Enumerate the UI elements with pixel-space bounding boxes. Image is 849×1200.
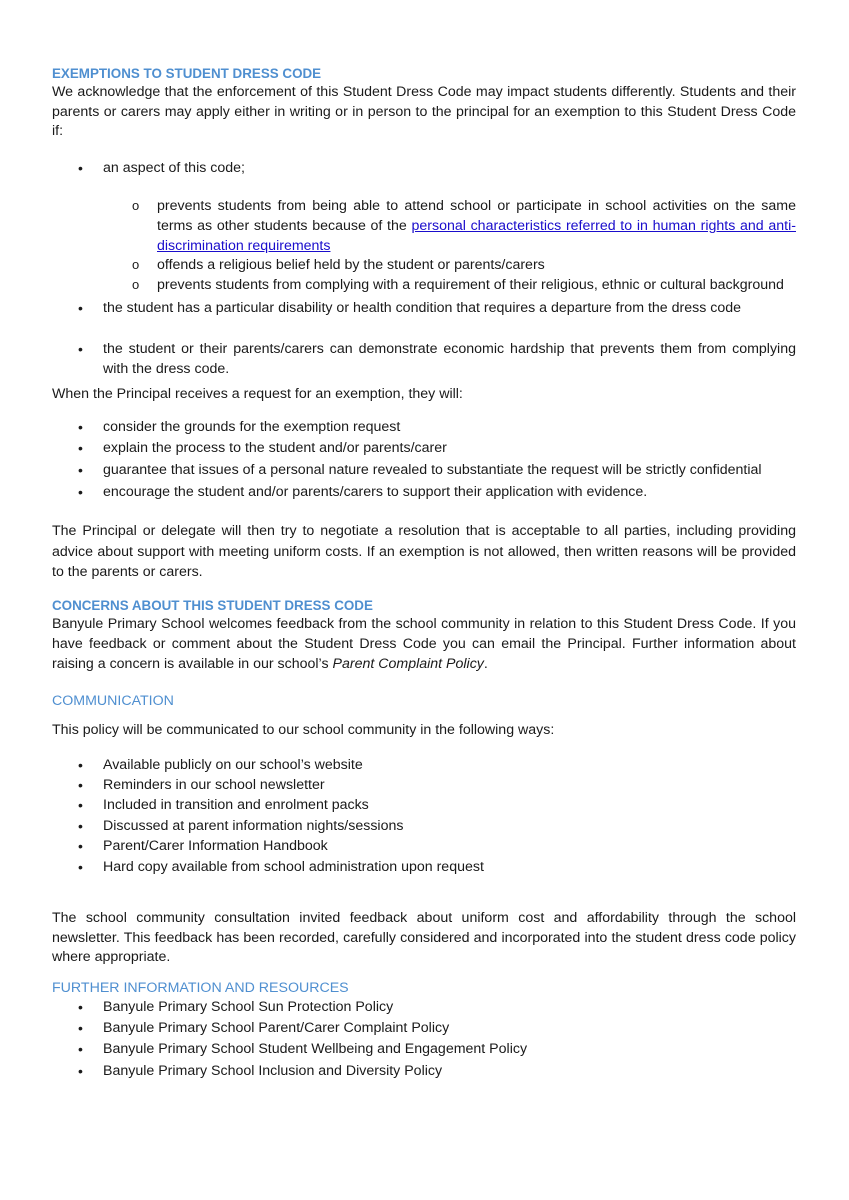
exemptions-intro: We acknowledge that the enforcement of this Student Dress Code may impact students differently. Students and their parents or carers may apply either in writing or in person to the principal for an exemption to this Student Dress Code if:	[52, 84, 796, 140]
list-item: o offends a religious belief held by the student or parents/carers	[52, 256, 796, 276]
consultation-paragraph: The school community consultation invited feedback about uniform cost and affordability through the school newsletter. This feedback has been recorded, carefully considered and incorporated into the student dress code policy where appropriate.	[52, 910, 796, 966]
list-item: • Banyule Primary School Inclusion and Diversity Policy	[52, 1062, 796, 1082]
list-item: • Available publicly on our school’s website	[52, 756, 796, 776]
communication-list	[52, 756, 796, 878]
list-item: • Parent/Carer Information Handbook	[52, 837, 796, 857]
concerns-paragraph	[52, 615, 796, 674]
concerns-text: Banyule Primary School welcomes feedback from the school community in relation to this Student Dress Code. If you have feedback or comment about the Student Dress Code you can email the Principal. Further information about raising a concern is available in our school’s	[52, 616, 796, 672]
concerns-text-end: .	[483, 655, 488, 672]
document-page	[52, 64, 796, 1081]
further-info-heading: FURTHER INFORMATION AND RESOURCES	[52, 980, 349, 997]
principal-actions-list	[52, 418, 796, 502]
list-item: • Banyule Primary School Student Wellbeing and Engagement Policy	[52, 1040, 796, 1060]
list-item: • Hard copy available from school administration upon request	[52, 858, 796, 878]
concerns-heading: CONCERNS ABOUT THIS STUDENT DRESS CODE	[52, 598, 373, 614]
human-rights-link[interactable]: personal characteristics referred to in human rights and anti-discrimination requirements	[157, 217, 796, 254]
exemptions-heading: EXEMPTIONS TO STUDENT DRESS CODE	[52, 66, 322, 81]
communication-heading: COMMUNICATION	[52, 693, 174, 710]
list-item: • consider the grounds for the exemption request	[52, 418, 796, 438]
exemption-sub-list	[52, 197, 796, 295]
exemption-conditions-list	[52, 159, 796, 179]
list-item: • Banyule Primary School Sun Protection Policy	[52, 998, 796, 1018]
list-item: • the student has a particular disability or health condition that requires a departure from the dress code	[52, 299, 796, 319]
list-item: • encourage the student and/or parents/carers to support their application with evidence.	[52, 483, 796, 503]
list-item: • an aspect of this code;	[52, 159, 796, 179]
list-item: • the student or their parents/carers can demonstrate economic hardship that prevents them from complying with the dress code.	[52, 340, 796, 379]
list-item: • explain the process to the student and/or parents/carer	[52, 439, 796, 459]
list-item: • guarantee that issues of a personal nature revealed to substantiate the request will be strictly confidential	[52, 461, 796, 481]
sub-item-text: prevents students from being able to attend school or participate in school activities on the same terms as other students because of the	[157, 198, 796, 234]
principal-intro: When the Principal receives a request for an exemption, they will:	[52, 386, 463, 403]
further-info-list	[52, 998, 796, 1081]
communication-intro: This policy will be communicated to our school community in the following ways:	[52, 722, 555, 739]
list-item: • Discussed at parent information nights/sessions	[52, 817, 796, 837]
resolution-paragraph: The Principal or delegate will then try to negotiate a resolution that is acceptable to all parties, including providing advice about support with meeting uniform costs. If an exemption is not allowed, then written reasons will be provided to the parents or carers.	[52, 523, 796, 580]
list-item: o prevents students from complying with a requirement of their religious, ethnic or cultural background	[52, 276, 796, 296]
list-item	[52, 197, 796, 256]
list-item: • Banyule Primary School Parent/Carer Complaint Policy	[52, 1019, 796, 1039]
parent-complaint-policy-name: Parent Complaint Policy	[332, 655, 484, 672]
list-item: • Included in transition and enrolment packs	[52, 796, 796, 816]
list-item: • Reminders in our school newsletter	[52, 776, 796, 796]
exemption-conditions-list-continued	[52, 299, 796, 379]
